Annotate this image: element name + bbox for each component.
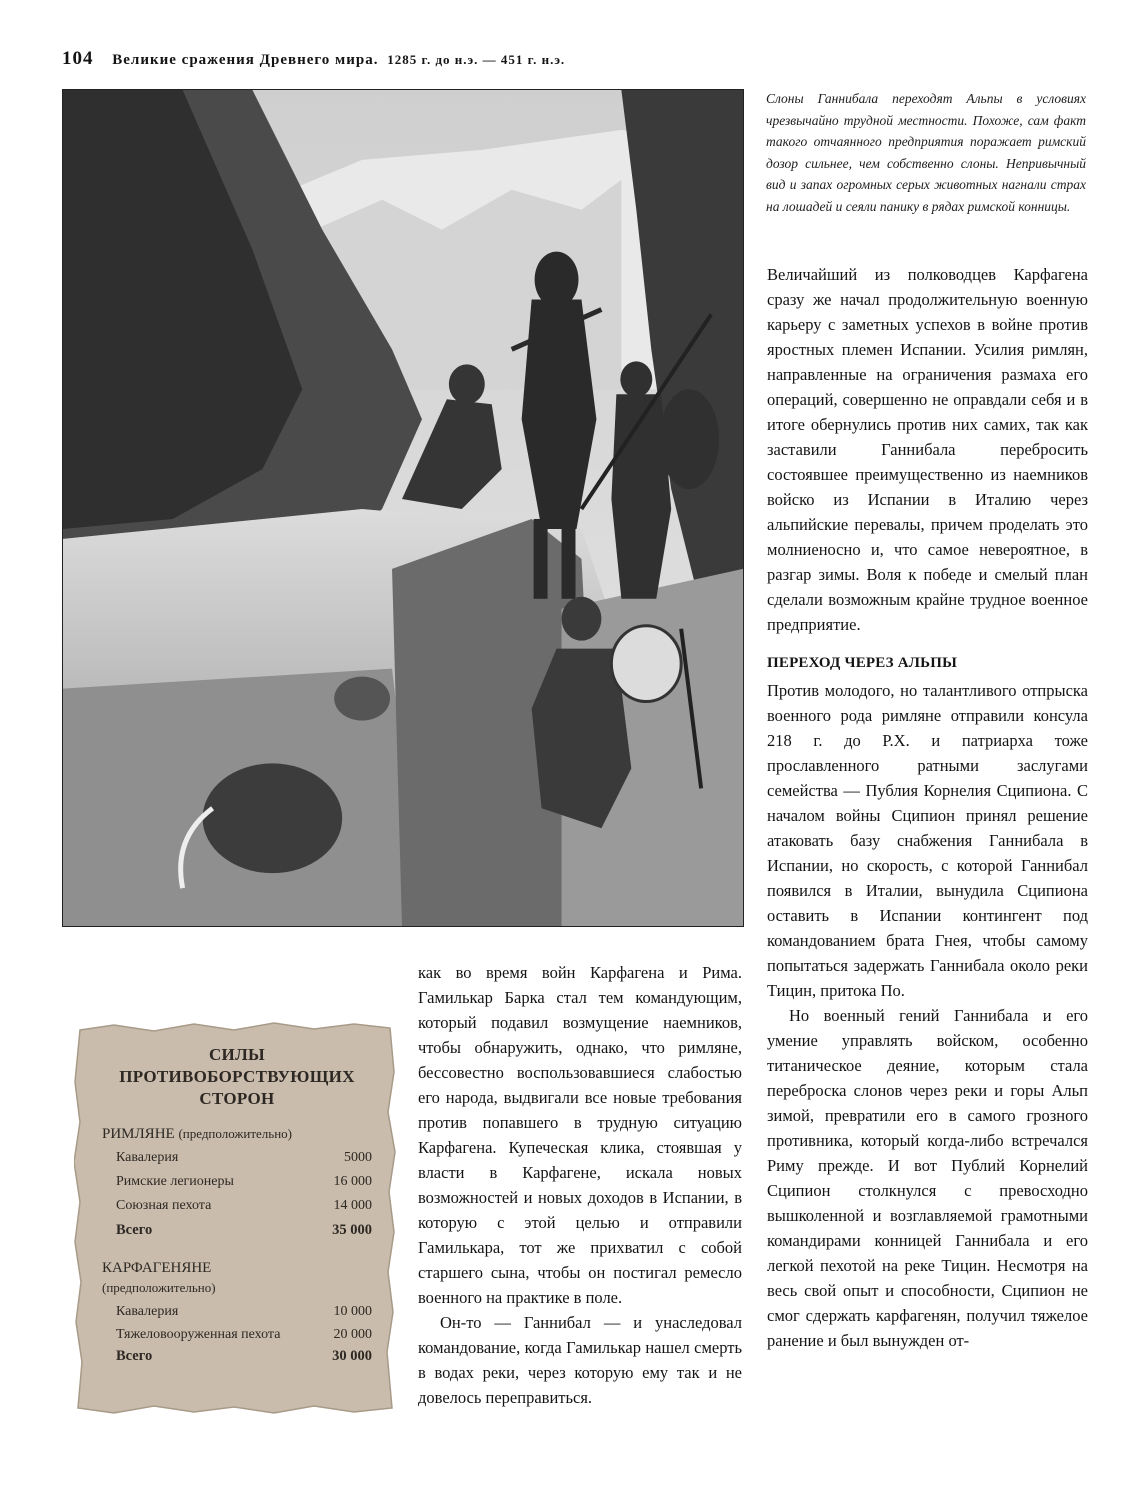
book-title: Великие сражения Древнего мира. bbox=[112, 52, 379, 68]
forces-row: Кавалерия 10 000 bbox=[116, 1304, 372, 1319]
book-dates: 1285 г. до н.э. — 451 г. н.э. bbox=[387, 52, 566, 67]
caption-text: Слоны Ганнибала переходят Альпы в условиях чрезвычайно трудной местности. Похоже, сам факт такого отчаянного предприятия поражает римский дозор сильнее, чем собственно слоны. Непривычный вид и запах огромных серых животных нагнали страх на лошадей и сеяли панику в рядах римской конницы. bbox=[766, 91, 1086, 214]
forces-row: Союзная пехота 14 000 bbox=[116, 1198, 372, 1213]
forces-total-row: Всего 30 000 bbox=[116, 1348, 372, 1364]
body-paragraph: Величайший из полководцев Карфагена сразу же начал продолжительную военную карьеру с заметных успехов в войне против яростных племен Испании. Усилия римлян, направленные на ограничения размаха его операций, совершенно не оправдали себя и в итоге обернулись против них самих, так как заставили Ганнибала перебросить состоявшее преимущественно из наемников войско из Испании в Италию через альпийские перевалы, причем проделать это молниеносно и, что самое невероятное, в разгар зимы. Воля к победе и смелый план сделали возможным крайне трудное военное предприятие. bbox=[767, 265, 1088, 634]
alps-crossing-engraving bbox=[63, 90, 743, 926]
right-column bbox=[767, 262, 1088, 1353]
illustration-caption bbox=[766, 88, 1086, 217]
middle-column bbox=[418, 960, 742, 1410]
sidebar-title: СИЛЫ ПРОТИВОБОРСТВУЮЩИХ СТОРОН bbox=[119, 1045, 355, 1108]
illustration-hannibal-alps bbox=[62, 89, 744, 927]
forces-row: Кавалерия 5000 bbox=[116, 1150, 372, 1165]
forces-row: Римские легионеры 16 000 bbox=[116, 1174, 372, 1189]
body-paragraph: Против молодого, но талантливого отпрыска военного рода римляне отправили консула 218 г. до Р.Х. и патриарха тоже прославленного ратными заслугами семейства — Публия Корнелия Сципиона. С началом войны Сципион принял решение атаковать базу снабжения Ганнибала в Испании, но скорость, с которой Ганнибал появился в Италии, вынудила Сципиона оставить в Испании контингент под командованием брата Гнея, чтобы самому попытаться задержать Ганнибала около реки Тицин, притока По. bbox=[767, 681, 1088, 1000]
body-paragraph: как во время войн Карфагена и Рима. Гамилькар Барка стал тем командующим, который подавил возмущение наемников, чтобы обнаружить, однако, что римляне, бессовестно воспользовавшиеся слабостью его народа, выдвигали все новые требования против попавшего в трудную ситуацию Карфагена. Купеческая клика, стоявшая у власти в Карфагене, искала новых возможностей и новых доходов в Испании, в которую с этой целью и отправили Гамилькара, тот же прихватил с собой старшего сына, чтобы он постигал ремесло военного на практике в поле. bbox=[418, 963, 742, 1307]
forces-sidebar bbox=[74, 1022, 396, 1414]
forces-row: Тяжеловооруженная пехота 20 000 bbox=[116, 1327, 372, 1342]
page-number: 104 bbox=[62, 48, 94, 69]
running-head bbox=[62, 48, 1082, 70]
body-paragraph: Он-то — Ганнибал — и унаследовал командование, когда Гамилькар нашел смерть в водах реки, через которую ему так и не довелось переправиться. bbox=[418, 1313, 742, 1407]
body-paragraph: Но военный гений Ганнибала и его умение управлять войском, особенно титаническое деяние, которым стала переброска слонов через реки и горы Альп зимой, превратили его в самого грозного противника, который когда-либо встречался Риму прежде. И вот Публий Корнелий Сципион столкнулся с превосходно вышколенной и возглавляемой грамотными командирами конницей Ганнибала и его легкой пехотой на реке Тицин. Несмотря на весь свой опыт и способности, Сципион не смог сдержать карфагенян, получил тяжелое ранение и был вынужден от- bbox=[767, 1006, 1088, 1350]
carthaginians-heading: КАРФАГЕНЯНЕ (предположительно) bbox=[102, 1260, 216, 1295]
section-heading: ПЕРЕХОД ЧЕРЕЗ АЛЬПЫ bbox=[767, 655, 958, 671]
romans-heading: РИМЛЯНЕ (предположительно) bbox=[102, 1126, 292, 1142]
forces-total-row: Всего 35 000 bbox=[116, 1222, 372, 1238]
